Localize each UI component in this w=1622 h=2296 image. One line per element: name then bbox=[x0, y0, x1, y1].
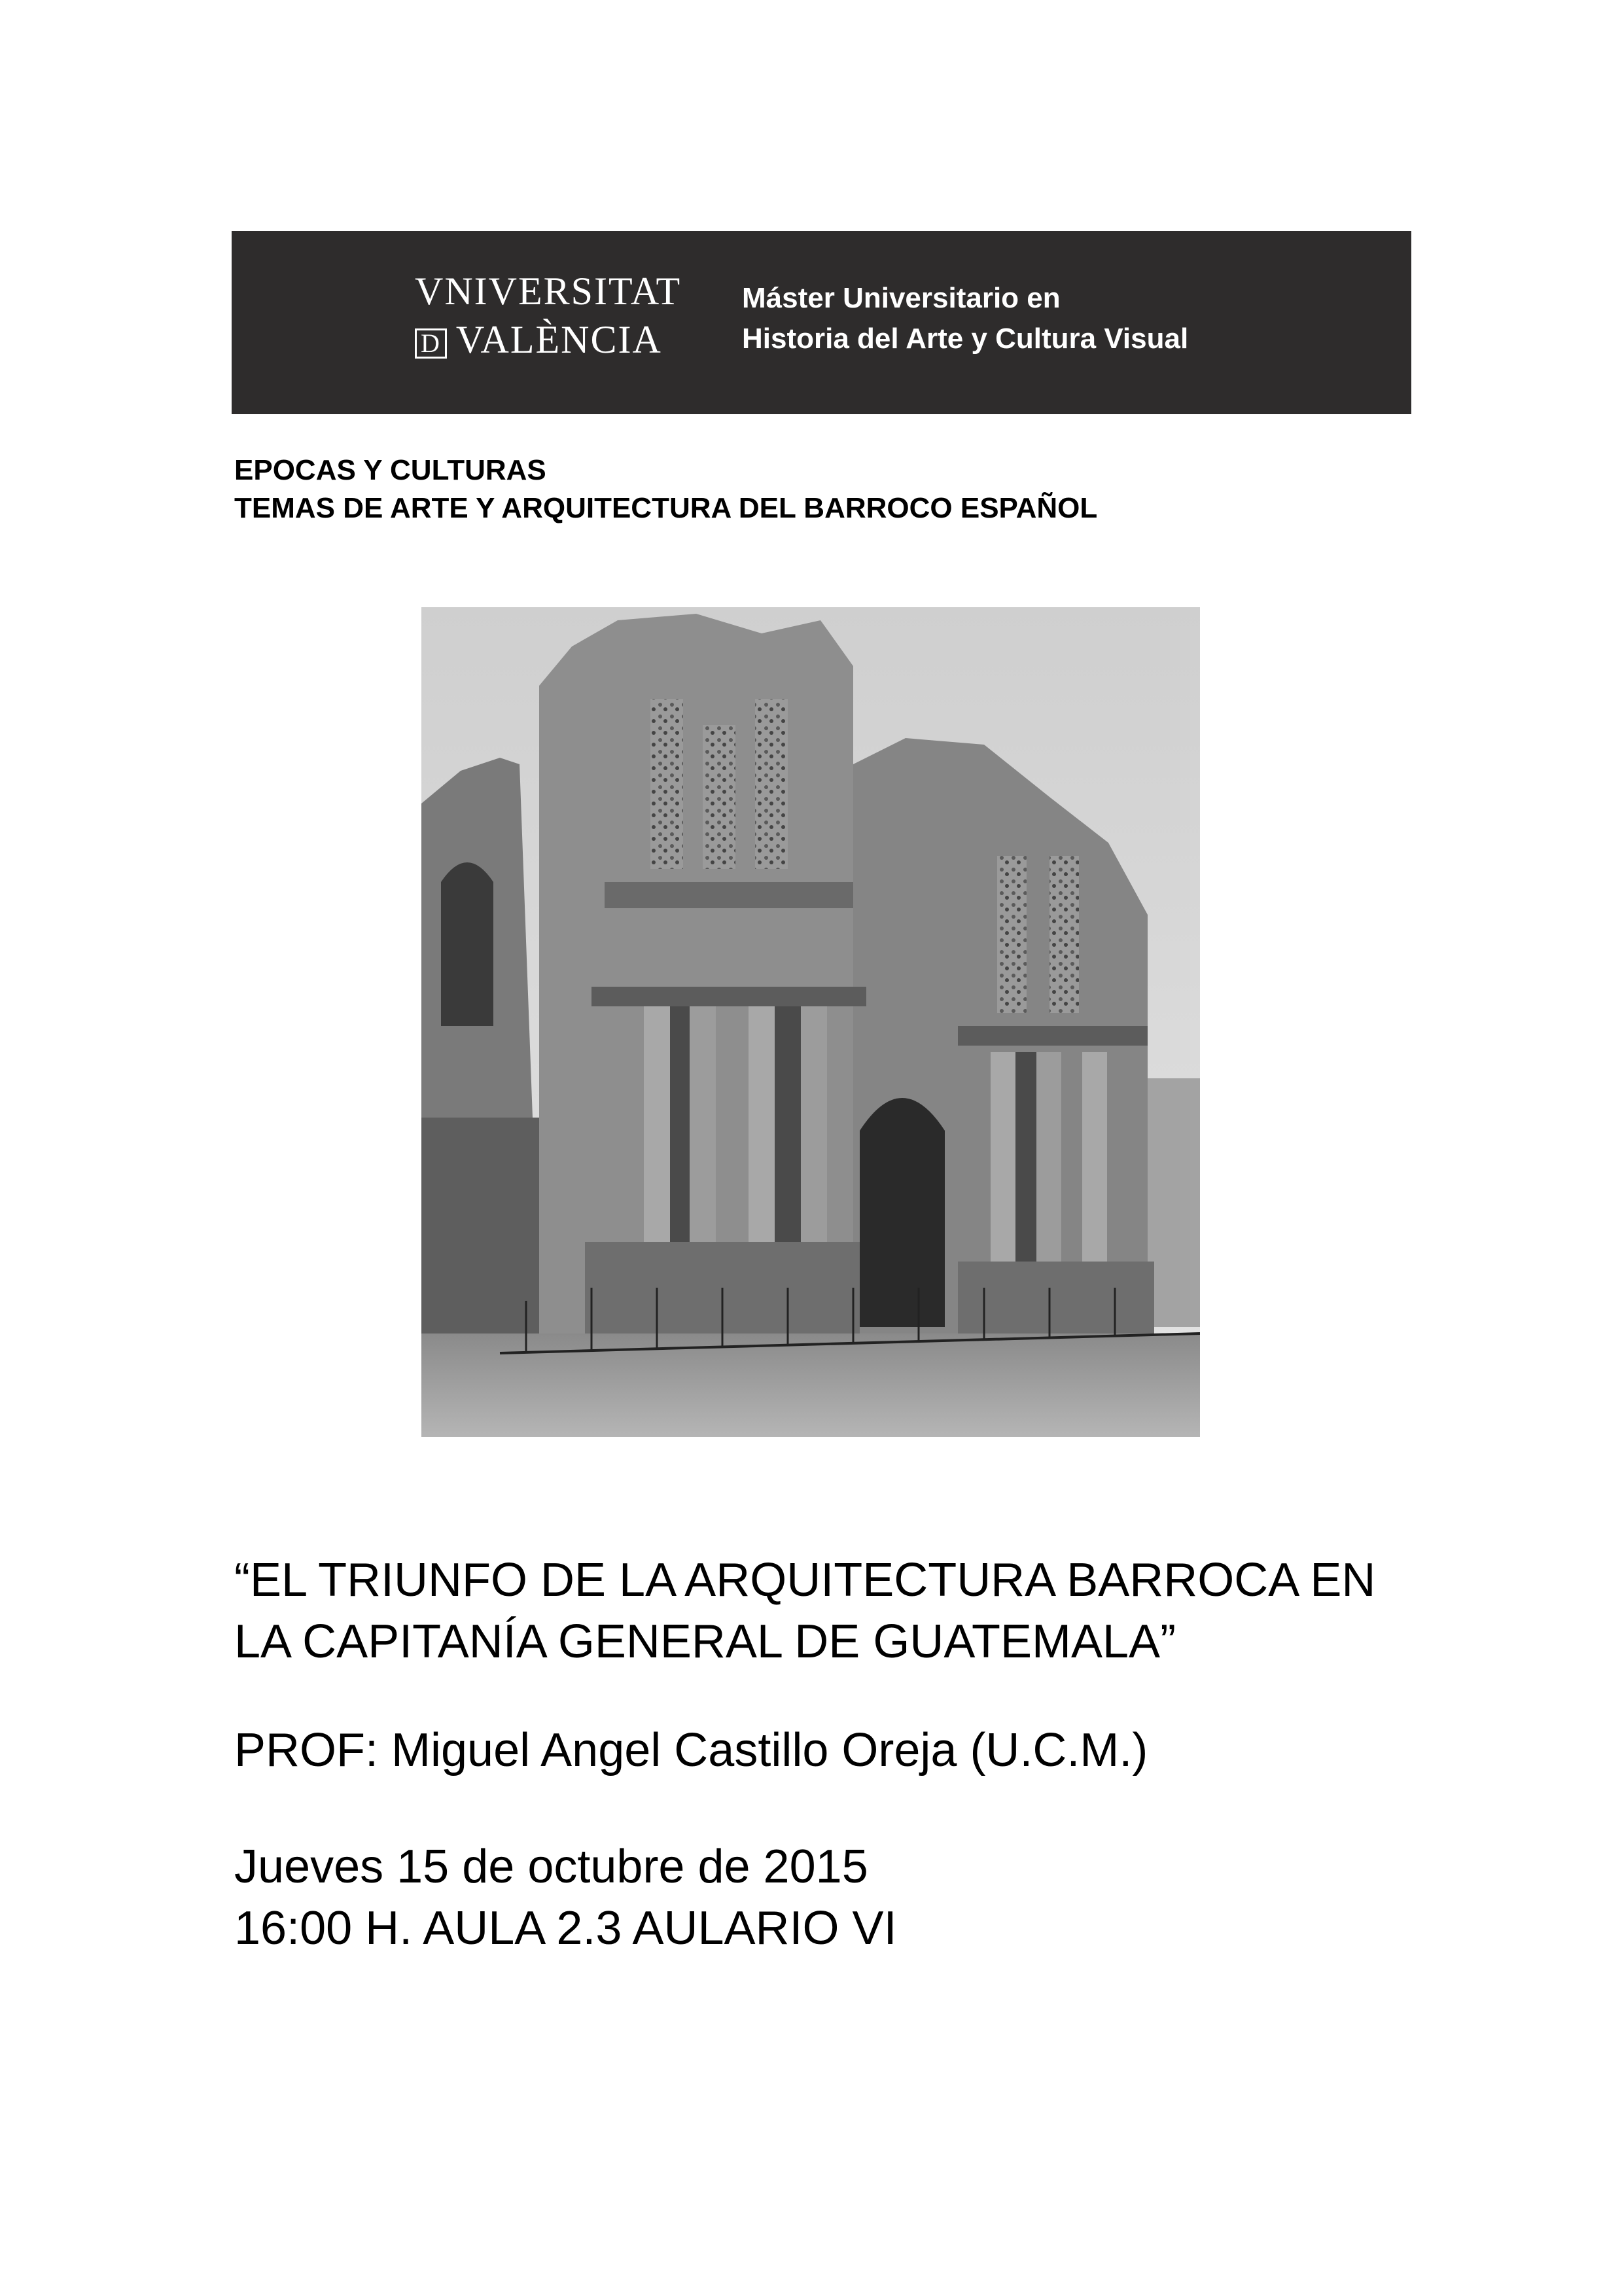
university-logo-city: VALÈNCIA bbox=[455, 318, 662, 361]
church-ruins-photo bbox=[421, 607, 1200, 1437]
master-line2: Historia del Arte y Cultura Visual bbox=[742, 323, 1189, 355]
lecture-title bbox=[234, 1549, 1412, 1672]
master-line1: Máster Universitario en bbox=[742, 282, 1061, 314]
university-logo bbox=[415, 272, 696, 359]
lecture-title-line2: LA CAPITANÍA GENERAL DE GUATEMALA” bbox=[234, 1616, 1176, 1668]
header-banner bbox=[232, 231, 1411, 414]
university-mark: D bbox=[415, 328, 447, 359]
university-logo-line2 bbox=[415, 320, 696, 359]
lecture-title-line1: “EL TRIUNFO DE LA ARQUITECTURA BARROCA EN bbox=[234, 1554, 1376, 1606]
master-program bbox=[742, 278, 1188, 359]
university-logo-line1: VNIVERSITAT bbox=[415, 270, 682, 313]
course-subject bbox=[234, 451, 1097, 527]
subject-line1: EPOCAS Y CULTURAS bbox=[234, 454, 546, 486]
lecture-time-place: 16:00 H. AULA 2.3 AULARIO VI bbox=[234, 1902, 897, 1954]
professor: PROF: Miguel Angel Castillo Oreja (U.C.M.) bbox=[234, 1724, 1148, 1776]
subject-line2: TEMAS DE ARTE Y ARQUITECTURA DEL BARROCO ESPAÑOL bbox=[234, 492, 1098, 524]
date-time-location bbox=[234, 1836, 897, 1959]
lecture-date: Jueves 15 de octubre de 2015 bbox=[234, 1841, 868, 1893]
